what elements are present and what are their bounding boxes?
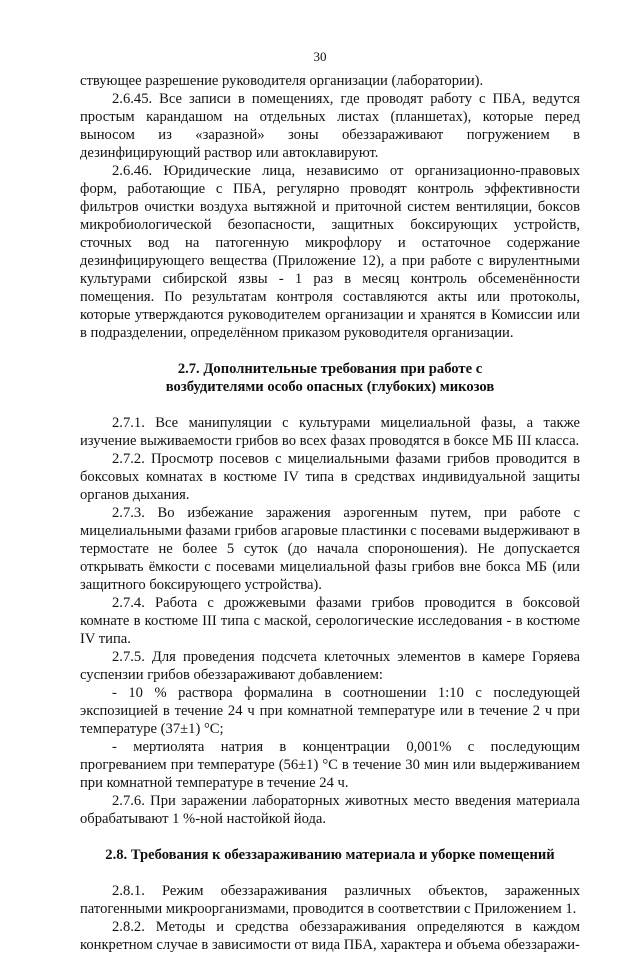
paragraph: 2.7.5. Для проведения подсчета клеточных элементов в камере Горяева суспензии грибов обеззараживают добавлением: <box>80 649 580 683</box>
paragraph: 2.6.46. Юридические лица, независимо от организационно-правовых форм, работающие с ПБА, регулярно проводят контроль эффективности фильтров очистки воздуха вытяжной и приточной систем вентиляции, боксов микробиологической безопасности, защитных боксирующих устройств, сточных вод на патогенную микрофлору и остаточное содержание дезинфицирующего вещества (Приложение 12), а при работе с вирулентными культурами сибирской язвы - 1 раз в месяц контроль обсеменённости помещения. По результатам контроля составляются акты или протоколы, которые утверждаются руководителем организации и хранятся в Комиссии или в подразделении, определённом приказом руководителя организации. <box>80 163 580 341</box>
heading-line: 2.7. Дополнительные требования при работе с <box>177 361 483 377</box>
list-item: - мертиолята натрия в концентрации 0,001% с последующим прогреванием при температуре (56±1) °С в течение 30 мин или выдерживанием при комнатной температуре в течение 24 ч. <box>80 739 580 791</box>
paragraph: 2.7.4. Работа с дрожжевыми фазами грибов проводится в боксовой комнате в костюме III типа с маской, серологические исследования - в костюме IV типа. <box>80 595 580 647</box>
paragraph: 2.7.1. Все манипуляции с культурами мицелиальной фазы, а также изучение выживаемости грибов во всех фазах проводятся в боксе МБ III класса. <box>80 415 580 449</box>
paragraph: 2.7.3. Во избежание заражения аэрогенным путем, при работе с мицелиальными фазами грибов агаровые пластинки с посевами выдерживают в термостате не более 5 суток (до начала спороношения). Не допускается открывать ёмкости с посевами мицелиальной фазы грибов вне бокса МБ (или защитного боксирующего устройства). <box>80 505 580 593</box>
paragraph: 2.7.6. При заражении лабораторных животных место введения материала обрабатывают 1 %-ной настойкой йода. <box>80 793 580 827</box>
paragraph: 2.7.2. Просмотр посевов с мицелиальными фазами грибов проводится в боксовых комнатах в костюме IV типа в средствах индивидуальной защиты органов дыхания. <box>80 451 580 503</box>
list-item: - 10 % раствора формалина в соотношении 1:10 с последующей экспозицией в течение 24 ч при комнатной температуре или в течение 2 ч при температуре (37±1) °С; <box>80 685 580 737</box>
page-number: 30 <box>313 49 327 64</box>
section-heading <box>80 360 580 396</box>
section-heading: 2.8. Требования к обеззараживанию материала и уборке помещений <box>105 847 555 863</box>
paragraph: 2.8.2. Методы и средства обеззараживания определяются в каждом конкретном случае в зависимости от вида ПБА, характера и объема обеззаражи- <box>80 919 580 953</box>
paragraph: ствующее разрешение руководителя организации (лаборатории). <box>80 73 484 89</box>
paragraph: 2.6.45. Все записи в помещениях, где проводят работу с ПБА, ведутся простым карандашом на отдельных листах (планшетах), которые перед выносом из «заразной» зоны обеззараживают погружением в дезинфицирующий раствор или автоклавируют. <box>80 91 580 161</box>
document-body <box>80 72 580 954</box>
heading-line: возбудителями особо опасных (глубоких) микозов <box>165 379 495 395</box>
paragraph: 2.8.1. Режим обеззараживания различных объектов, зараженных патогенными микроорганизмами, проводится в соответствии с Приложением 1. <box>80 883 580 917</box>
